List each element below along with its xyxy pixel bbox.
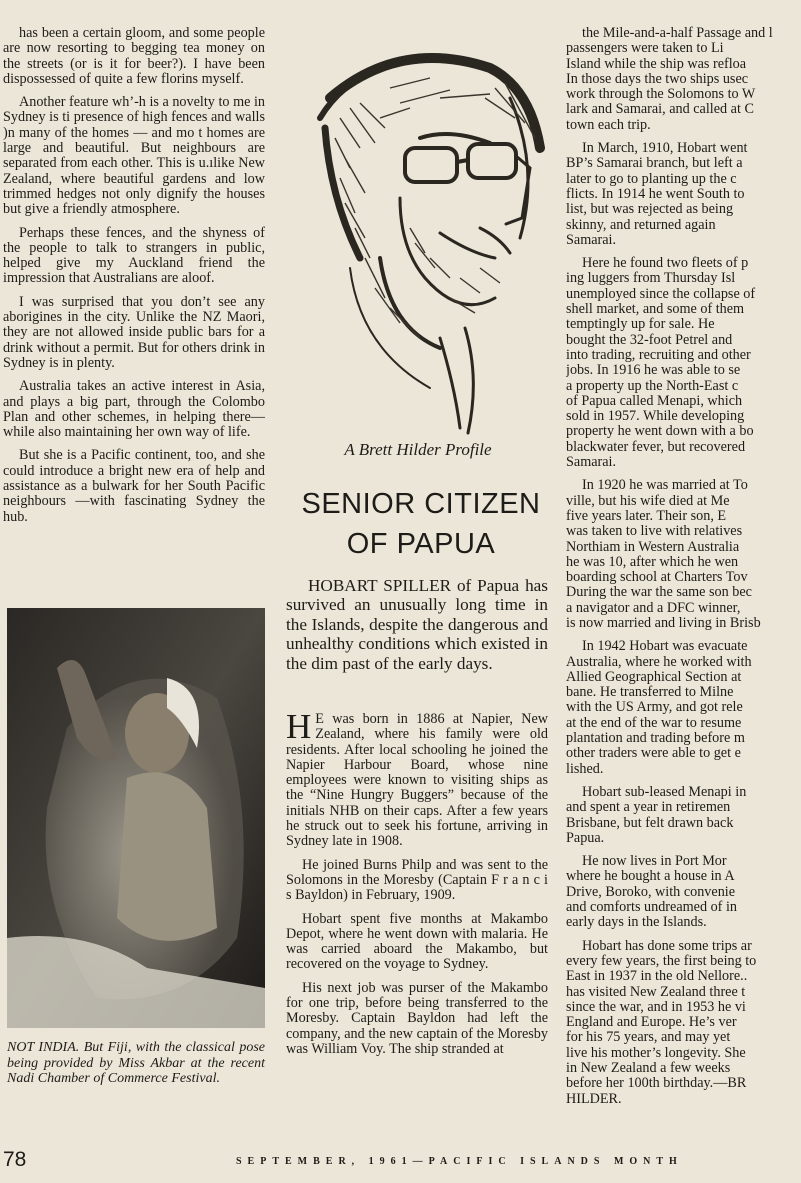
text-line: Island while the ship was refloa [566,56,747,72]
text-line: Samarai. [566,455,617,471]
paragraph [566,26,801,133]
text-line: into trading, recruiting and other [566,347,751,363]
headline-line2: OF PAPUA [346,528,496,560]
paragraph [566,939,801,1107]
text-line: In 1920 he was married at To [582,478,748,494]
paragraph: Perhaps these fences, and the shyness of the people to talk to strangers in public, helped give my Auckland friend the impression that Australians are aloof. [3,224,265,287]
text-line: BP’s Samarai branch, but left a [566,156,743,172]
text-line: temptingly up for sale. He [566,317,715,333]
paragraph: He joined Burns Philp and was sent to the Solomons in the Moresby (Captain F r a n c i s Bayldon) in February, 1909. [286,856,548,904]
text-line: blackwater fever, but recovered [566,439,746,455]
text-line: Here he found two fleets of p [582,256,749,272]
text-line: work through the Solomons to W [566,87,756,103]
page-number: 78 [3,1148,27,1171]
text-line: Hobart sub-leased Menapi in [582,784,747,800]
paragraph-text: E was born in 1886 at Napier, New Zealand, where his family were old residents. After local schooling he joined the Napier Harbour Board, whose nine employees were known to visiting ships as the “Nine Hungry Buggers” because of the initials NHB on their caps. After a few years he struck out to seek his fortune, arriving in Sydney late in 1908. [286,711,548,850]
text-line: In March, 1910, Hobart went [582,141,748,157]
dropcap: H [286,707,312,746]
paragraph: I was surprised that you don’t see any aborigines in the city. Unlike the NZ Maori, they are not allowed inside public bars for a drink without a permit. But for others drink in Sydney is in plenty. [3,293,265,371]
text-line: property he went down with a bo [566,424,754,440]
text-line: In those days the two ships usec [566,71,749,87]
text-line: Papua. [566,830,605,846]
text-line: and spent a year in retiremen [566,800,731,816]
portrait-sketch [290,28,560,440]
running-head: SEPTEMBER, 1961—PACIFIC ISLANDS MONTH [236,1156,683,1167]
text-line: plantation and trading before m [566,731,745,747]
text-line: ing luggers from Thursday Isl [566,271,736,287]
text-line: Hobart has done some trips ar [582,938,752,954]
text-line: In 1942 Hobart was evacuate [582,639,748,655]
lede: HOBART SPILLER of Papua has survived an unusually long time in the Islands, despite the dangerous and unhealthy conditions which existed in the dim past of the early days. [286,576,548,673]
paragraph [566,141,801,248]
text-line: bane. He transferred to Milne [566,685,734,701]
text-line: town each trip. [566,117,651,133]
photo-caption: NOT INDIA. But Fiji, with the classical pose being provided by Miss Akbar at the recent Nadi Chamber of Commerce Festival. [7,1040,265,1086]
headline-line1: SENIOR CITIZEN [301,488,541,520]
text-line: Samarai. [566,232,617,248]
text-line: boarding school at Charters Tov [566,570,748,586]
text-line: lished. [566,761,604,777]
text-line: passengers were taken to Li [566,41,724,57]
paragraph-first [286,707,548,850]
text-line: flicts. In 1914 he went South to [566,186,745,202]
text-line: early days in the Islands. [566,915,707,931]
text-line: live his mother’s longevity. She [566,1045,746,1061]
paragraph: Australia takes an active interest in Asia, and plays a big part, through the Colombo Plan and other schemes, in helping there—while also maintaining her own way of life. [3,378,265,441]
text-line: later to go to planting up the c [566,171,737,187]
text-line: five years later. Their son, E [566,508,727,524]
right-column [566,26,801,1115]
text-line: has visited New Zealand three t [566,984,746,1000]
profile-caption: A Brett Hilder Profile [344,440,492,459]
text-line: and comforts undreamed of in [566,900,737,916]
text-line: shell market, and some of them [566,302,745,318]
text-line: Australia, where he worked with [566,654,752,670]
text-line: ville, but his wife died at Me [566,493,730,509]
text-line: sold in 1957. While developing [566,409,745,425]
text-line: is now married and living in Brisb [566,615,761,631]
text-line: with the US Army, and got rele [566,700,743,716]
left-column [3,26,265,533]
text-line: was taken to live with relatives [566,524,743,540]
paragraph [566,478,801,631]
text-line: since the war, and in 1953 he vi [566,999,746,1015]
paragraph [566,256,801,470]
text-line: where he bought a house in A [566,869,735,885]
text-line: Drive, Boroko, with convenie [566,884,736,900]
text-line: bought the 32-foot Petrel and [566,332,733,348]
paragraph [566,854,801,930]
text-line: a navigator and a DFC winner, [566,600,741,616]
text-line: Northiam in Western Australia [566,539,740,555]
text-line: before her 100th birthday.—BR [566,1076,747,1092]
paragraph [566,639,801,777]
text-line: Brisbane, but felt drawn back [566,815,734,831]
text-line: East in 1937 in the old Nellore.. [566,969,748,985]
text-line: every few years, the first being to [566,953,757,969]
headline [290,484,552,564]
text-line: in New Zealand a few weeks [566,1061,731,1076]
text-line: unemployed since the collapse of [566,286,756,302]
text-line: HILDER. [566,1091,622,1107]
paragraph: Another feature wh’-h is a novelty to me in Sydney is ti presence of high fences and walls )n many of the homes — and mo t homes are large and beautiful. But neighbours are separated from each other. This is u.ılike New Zealand, where beautiful gardens and low trimmed hedges not only dignify the houses but give a friendly atmosphere. [3,94,265,218]
text-line: skinny, and returned again [566,217,716,233]
text-line: at the end of the war to resume [566,715,742,731]
dancer-photo [7,608,265,1028]
text-line: He now lives in Port Mor [582,854,727,870]
text-line: a property up the North-East c [566,378,739,394]
paragraph [566,785,801,846]
text-line: England and Europe. He’s ver [566,1015,737,1031]
text-line: During the war the same son bec [566,585,752,601]
middle-column [286,707,548,1065]
paragraph: His next job was purser of the Makambo for one trip, before being transferred to the Moresby. Captain Bayldon had left the company, and the new captain of the Moresby was William Voy. The ship stranded at [286,979,548,1057]
text-line: he was 10, after which he wen [566,554,739,570]
text-line: other traders were able to get e [566,746,741,762]
footer [0,1148,801,1178]
paragraph: Hobart spent five months at Makambo Depot, where he went down with malaria. He was carried aboard the Makambo, but recovered on the voyage to Sydney. [286,910,548,973]
text-line: of Papua called Menapi, which [566,393,743,409]
text-line: Allied Geographical Section at [566,669,742,685]
paragraph: has been a certain gloom, and some people are now resorting to begging tea money on the streets (or is it for beer?). I have been dispossessed of quite a few florins myself. [3,25,265,87]
text-line: jobs. In 1916 he was able to se [566,363,741,379]
text-line: the Mile-and-a-half Passage and l [582,26,773,41]
text-line: list, but was rejected as being [566,202,734,218]
text-line: lark and Samarai, and called at C [566,102,754,118]
text-line: for his 75 years, and may yet [566,1030,731,1046]
paragraph: But she is a Pacific continent, too, and she could introduce a bright new era of help and assistance as a bulwark for her South Pacific neighbours —with fascinating Sydney the hub. [3,447,265,525]
